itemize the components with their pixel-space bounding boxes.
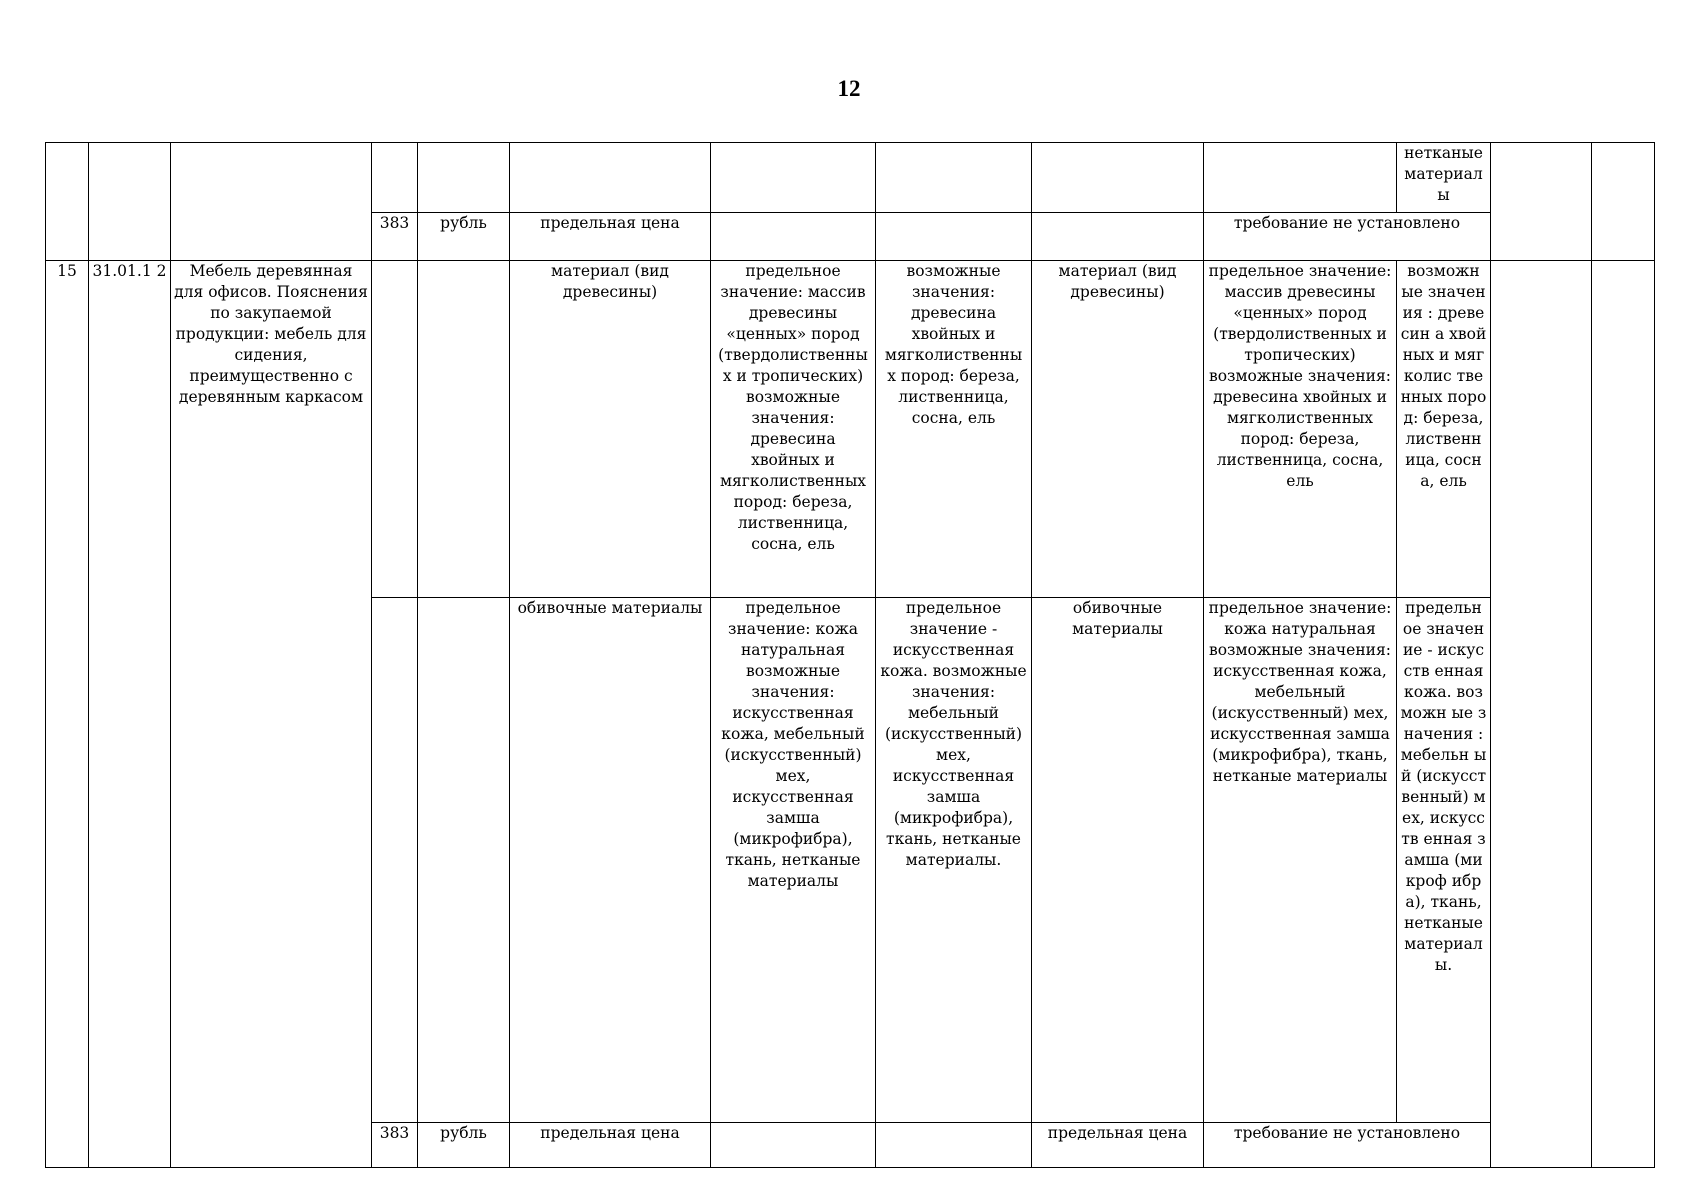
cell-empty (171, 143, 372, 261)
cell-empty (89, 143, 171, 261)
cont-code: 383 (372, 213, 418, 261)
cell-empty (1592, 143, 1655, 261)
upholstery-value-1: предельное значение: кожа натуральная возможные значения: искусственная кожа, мебельный (искусственный) мех, искусственная замша (микрофибра), ткань, нетканые материалы (711, 598, 876, 1123)
cell-empty (1204, 143, 1397, 213)
cont-tail-text: нетканые материал ы (1397, 143, 1491, 213)
cell-empty (418, 143, 510, 213)
cell-empty (876, 213, 1032, 261)
price-unit: рубль (418, 1123, 510, 1168)
material-value-2: возможные значения: древесина хвойных и мягколиственны х пород: береза, лиственница, сосна, ель (876, 261, 1032, 598)
requirements-table (45, 142, 1655, 1168)
page-number: 12 (837, 76, 861, 101)
cont-char: предельная цена (510, 213, 711, 261)
item-name: Мебель деревянная для офисов. Пояснения по закупаемой продукции: мебель для сидения, преимущественно с деревянным каркасом (171, 261, 372, 1168)
cell-empty (510, 143, 711, 213)
item-okpd-code: 31.01.1 2 (89, 261, 171, 1168)
price-code: 383 (372, 1123, 418, 1168)
cell-empty (1032, 143, 1204, 213)
material-value-3: предельное значение: массив древесины «ценных» пород (твердолиственных и тропических) возможные значения: древесина хвойных и мягколиственных пород: береза, лиственница, сосна, ель (1204, 261, 1397, 598)
cont-unit: рубль (418, 213, 510, 261)
material-value-1: предельное значение: массив древесины «ценных» пород (твердолиственны х и тропических) возможные значения: древесина хвойных и мягколиственных пород: береза, лиственница, сосна, ель (711, 261, 876, 598)
upholstery-characteristic: обивочные материалы (510, 598, 711, 1123)
table-row (46, 261, 1655, 598)
cont-requirement: требование не установлено (1204, 213, 1491, 261)
cell-empty (711, 213, 876, 261)
upholstery-value-4: предельн ое значение - искусств енная кожа. возможн ые значения : мебельн ый (искусст венный) мех, искусств енная замша (микроф ибра), ткань, нетканые материал ы. (1397, 598, 1491, 1123)
cell-empty (1491, 143, 1592, 261)
material-characteristic: материал (вид древесины) (510, 261, 711, 598)
cell-empty (1592, 261, 1655, 1168)
material-characteristic-2: материал (вид древесины) (1032, 261, 1204, 598)
cell-empty (876, 1123, 1032, 1168)
table-row (46, 143, 1655, 213)
upholstery-characteristic-2: обивочные материалы (1032, 598, 1204, 1123)
price-requirement: требование не установлено (1204, 1123, 1491, 1168)
cell-empty (711, 143, 876, 213)
price-characteristic: предельная цена (510, 1123, 711, 1168)
upholstery-value-3: предельное значение: кожа натуральная возможные значения: искусственная кожа, мебельный (искусственный) мех, искусственная замша (микрофибра), ткань, нетканые материалы (1204, 598, 1397, 1123)
cell-empty (418, 261, 510, 598)
cell-empty (711, 1123, 876, 1168)
cell-empty (418, 598, 510, 1123)
cell-empty (1491, 261, 1592, 1168)
cell-empty (372, 598, 418, 1123)
price-characteristic-2: предельная цена (1032, 1123, 1204, 1168)
cell-empty (876, 143, 1032, 213)
cell-empty (372, 143, 418, 213)
cell-empty (46, 143, 89, 261)
material-value-4: возможн ые значения : древесин а хвойных и мягколис твенных пород: береза, лиственн ица, сосна, ель (1397, 261, 1491, 598)
item-number: 15 (46, 261, 89, 1168)
cell-empty (372, 261, 418, 598)
cell-empty (1032, 213, 1204, 261)
upholstery-value-2: предельное значение - искусственная кожа. возможные значения: мебельный (искусственный) мех, искусственная замша (микрофибра), ткань, нетканые материалы. (876, 598, 1032, 1123)
